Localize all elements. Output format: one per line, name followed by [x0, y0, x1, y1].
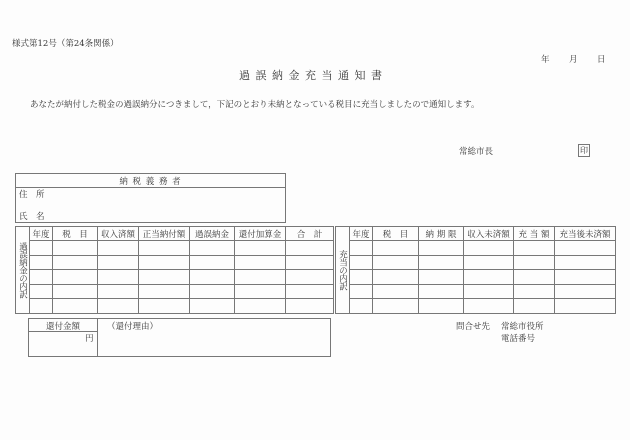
- table-cell[interactable]: [98, 255, 139, 270]
- table-row: [16, 255, 334, 270]
- table-cell[interactable]: [419, 299, 464, 314]
- column-header: 収入済額: [98, 227, 139, 241]
- table-cell[interactable]: [235, 299, 286, 314]
- table-row: [336, 299, 616, 314]
- table-cell[interactable]: [235, 255, 286, 270]
- table-cell[interactable]: [286, 270, 334, 285]
- table-cell[interactable]: [555, 255, 616, 270]
- table-row: [16, 270, 334, 285]
- seal-mark: 印: [580, 146, 588, 155]
- table-cell[interactable]: [98, 299, 139, 314]
- column-header: 正当納付額: [139, 227, 190, 241]
- table-cell[interactable]: [419, 270, 464, 285]
- table-cell[interactable]: [350, 299, 373, 314]
- table-cell[interactable]: [350, 241, 373, 256]
- table-cell[interactable]: [30, 270, 53, 285]
- table-cell[interactable]: [419, 241, 464, 256]
- table-cell[interactable]: [373, 255, 419, 270]
- table-cell[interactable]: [30, 284, 53, 299]
- table-cell[interactable]: [235, 241, 286, 256]
- table-cell[interactable]: [555, 299, 616, 314]
- name-field[interactable]: [46, 210, 276, 222]
- document-title: 過誤納金充当通知書: [239, 69, 388, 82]
- column-header: 還付加算金: [235, 227, 286, 241]
- refund-reason-label: （還付理由）: [107, 322, 159, 332]
- table-cell[interactable]: [373, 241, 419, 256]
- table-cell[interactable]: [514, 255, 555, 270]
- table-cell[interactable]: [190, 255, 235, 270]
- address-label: 住 所: [19, 190, 45, 200]
- refund-amount-field[interactable]: [31, 333, 83, 345]
- table-row: [16, 299, 334, 314]
- table-cell[interactable]: [139, 270, 190, 285]
- table-cell[interactable]: [286, 284, 334, 299]
- table-cell[interactable]: [235, 270, 286, 285]
- table-cell[interactable]: [190, 241, 235, 256]
- table-cell[interactable]: [30, 255, 53, 270]
- table-cell[interactable]: [350, 284, 373, 299]
- address-field[interactable]: [46, 188, 276, 202]
- table-cell[interactable]: [464, 241, 514, 256]
- column-header: 年度: [30, 227, 53, 241]
- column-header: 税 目: [373, 227, 419, 241]
- table-cell[interactable]: [139, 255, 190, 270]
- table-cell[interactable]: [373, 299, 419, 314]
- table-cell[interactable]: [350, 270, 373, 285]
- refund-reason-field[interactable]: [107, 332, 327, 354]
- contact-office: 常総市役所: [501, 322, 544, 332]
- overpayment-header-row: [16, 227, 334, 241]
- table-cell[interactable]: [53, 299, 98, 314]
- date-year-label: 年: [541, 55, 550, 65]
- table-cell[interactable]: [464, 284, 514, 299]
- allocation-table: [335, 226, 616, 314]
- table-cell[interactable]: [555, 241, 616, 256]
- table-row: [336, 241, 616, 256]
- table-cell[interactable]: [139, 299, 190, 314]
- taxpayer-box: [15, 173, 286, 223]
- refund-box: [28, 318, 331, 357]
- table-cell[interactable]: [53, 270, 98, 285]
- table-cell[interactable]: [98, 284, 139, 299]
- column-header: 年度: [350, 227, 373, 241]
- column-header: 合 計: [286, 227, 334, 241]
- column-header: 充当後未済額: [555, 227, 616, 241]
- table-cell[interactable]: [286, 241, 334, 256]
- table-cell[interactable]: [514, 284, 555, 299]
- taxpayer-heading: 納 税 義 務 者: [119, 177, 182, 187]
- allocation-side-label: 充当の内訳: [336, 227, 350, 314]
- allocation-header-row: [336, 227, 616, 241]
- table-cell[interactable]: [53, 255, 98, 270]
- table-cell[interactable]: [419, 255, 464, 270]
- table-cell[interactable]: [555, 284, 616, 299]
- table-cell[interactable]: [286, 255, 334, 270]
- column-header: 過誤納金: [190, 227, 235, 241]
- issuer-name: 常総市長: [459, 147, 494, 157]
- date-day-label: 日: [597, 55, 606, 65]
- table-cell[interactable]: [30, 241, 53, 256]
- table-cell[interactable]: [53, 241, 98, 256]
- table-row: [16, 284, 334, 299]
- table-cell[interactable]: [514, 299, 555, 314]
- table-cell[interactable]: [53, 284, 98, 299]
- table-cell[interactable]: [139, 241, 190, 256]
- table-cell[interactable]: [419, 284, 464, 299]
- table-cell[interactable]: [190, 299, 235, 314]
- name-label: 氏 名: [19, 212, 45, 222]
- table-cell[interactable]: [514, 270, 555, 285]
- table-row: [336, 284, 616, 299]
- table-cell[interactable]: [30, 299, 53, 314]
- column-header: 納 期 限: [419, 227, 464, 241]
- table-cell[interactable]: [98, 270, 139, 285]
- table-cell[interactable]: [514, 241, 555, 256]
- contact-label: 問合せ先: [456, 322, 491, 332]
- refund-amount-label: 還付金額: [45, 322, 80, 332]
- table-row: [336, 255, 616, 270]
- table-cell[interactable]: [350, 255, 373, 270]
- column-header: 税 目: [53, 227, 98, 241]
- refund-divider: [97, 319, 98, 356]
- refund-currency-label: 円: [85, 334, 94, 344]
- intro-text: あなたが納付した税金の過誤納分につきまして，下記のとおり未納となっている税目に充当しましたので通知します。: [30, 100, 480, 110]
- table-cell[interactable]: [464, 270, 514, 285]
- table-cell[interactable]: [464, 255, 514, 270]
- table-cell[interactable]: [464, 299, 514, 314]
- table-row: [336, 270, 616, 285]
- table-cell[interactable]: [139, 284, 190, 299]
- date-month-label: 月: [569, 55, 578, 65]
- contact-phone-label: 電話番号: [501, 334, 536, 344]
- table-cell[interactable]: [286, 299, 334, 314]
- form-number: 様式第12号（第24条関係）: [12, 39, 119, 49]
- overpayment-table: [15, 226, 334, 314]
- table-cell[interactable]: [373, 284, 419, 299]
- column-header: 収入未済額: [464, 227, 514, 241]
- table-cell[interactable]: [190, 270, 235, 285]
- table-cell[interactable]: [98, 241, 139, 256]
- overpayment-side-label: 過誤納金の内訳: [16, 227, 30, 314]
- table-row: [16, 241, 334, 256]
- table-cell[interactable]: [555, 270, 616, 285]
- table-cell[interactable]: [190, 284, 235, 299]
- table-cell[interactable]: [235, 284, 286, 299]
- column-header: 充 当 額: [514, 227, 555, 241]
- table-cell[interactable]: [373, 270, 419, 285]
